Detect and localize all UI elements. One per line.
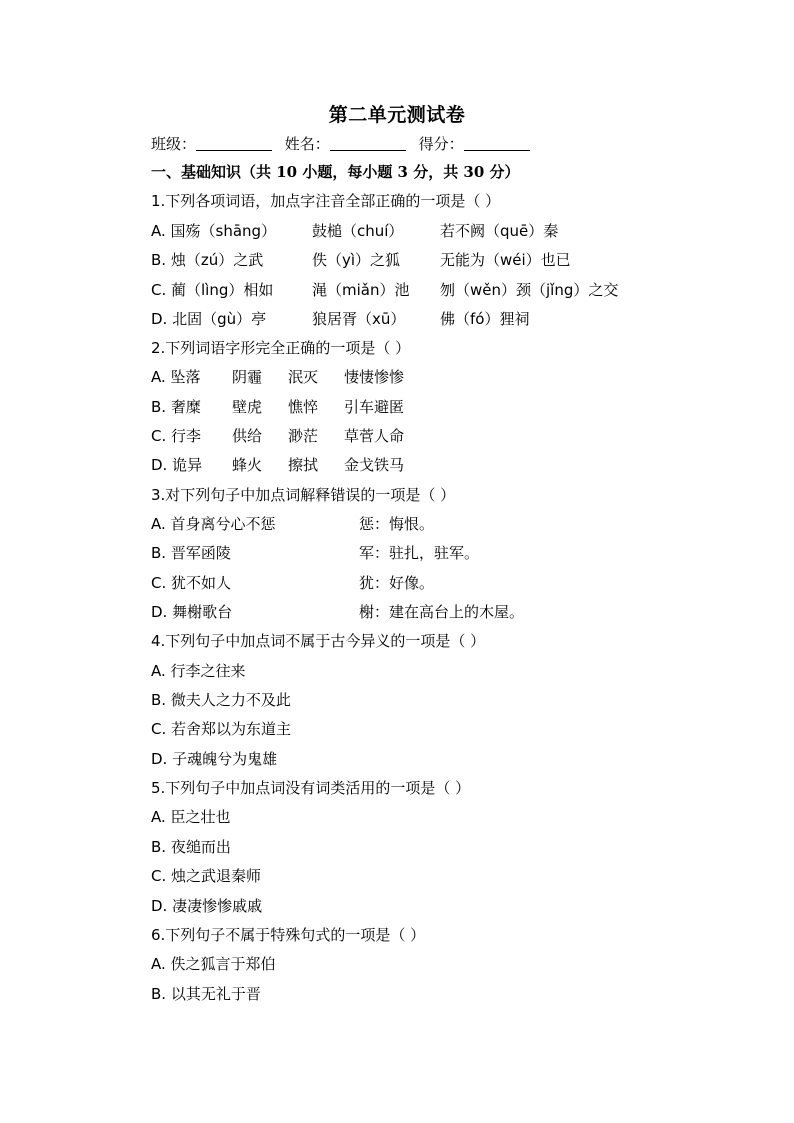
q5-option-a: A. 臣之壮也 xyxy=(151,808,231,826)
q1-option-c-word2: 渑（miǎn）池 xyxy=(312,281,410,299)
question-1-stem: 1.下列各项词语，加点字注音全部正确的一项是（ ） xyxy=(151,192,501,210)
q3-option-d-explanation: 榭：建在高台上的木屋。 xyxy=(359,603,525,621)
q2-option-c-word2: 供给 xyxy=(232,427,263,445)
q3-option-c-explanation: 犹：好像。 xyxy=(359,574,435,592)
q2-option-c-word4: 草菅人命 xyxy=(344,427,405,445)
page-title: 第二单元测试卷 xyxy=(328,104,466,126)
q2-option-b-word2: 壁虎 xyxy=(232,398,263,416)
section-heading: 一、基础知识（共 10 小题，每小题 3 分，共 30 分） xyxy=(151,163,520,181)
q4-option-d: D. 子魂魄兮为鬼雄 xyxy=(151,750,278,768)
q3-option-b-explanation: 军：驻扎，驻军。 xyxy=(359,544,480,562)
q4-option-c: C. 若舍郑以为东道主 xyxy=(151,720,292,738)
q1-option-c: C. 蔺（lìng）相如 xyxy=(151,281,274,299)
q6-option-b: B. 以其无礼于晋 xyxy=(151,985,261,1003)
q2-option-d: D. 诡异 xyxy=(151,456,203,474)
score-label: 得分： xyxy=(418,135,464,153)
q2-option-b-word4: 引车避匿 xyxy=(344,398,405,416)
q6-option-a: A. 佚之狐言于郑伯 xyxy=(151,955,276,973)
q1-option-a-word3: 若不阙（quē）秦 xyxy=(440,222,559,240)
student-info-row xyxy=(151,133,538,155)
q2-option-b: B. 奢糜 xyxy=(151,398,201,416)
q1-option-d: D. 北固（gù）亭 xyxy=(151,310,267,328)
q2-option-c: C. 行李 xyxy=(151,427,202,445)
q2-option-a: A. 坠落 xyxy=(151,368,201,386)
q1-option-d-word3: 佛（fó）狸祠 xyxy=(440,310,530,328)
q2-option-d-word4: 金戈铁马 xyxy=(344,456,405,474)
q2-option-a-word4: 悽悽惨惨 xyxy=(344,368,405,386)
q5-option-d: D. 凄凄惨惨戚戚 xyxy=(151,897,263,915)
q1-option-c-word3: 刎（wěn）颈（jǐng）之交 xyxy=(440,281,619,299)
name-label: 姓名： xyxy=(284,135,330,153)
class-blank[interactable] xyxy=(196,134,272,151)
q3-option-c: C. 犹不如人 xyxy=(151,574,232,592)
q1-option-d-word2: 狼居胥（xū） xyxy=(312,310,406,328)
question-3-stem: 3.对下列句子中加点词解释错误的一项是（ ） xyxy=(151,486,456,504)
q2-option-c-word3: 渺茫 xyxy=(288,427,319,445)
q5-option-c: C. 烛之武退秦师 xyxy=(151,867,262,885)
question-5-stem: 5.下列句子中加点词没有词类活用的一项是（ ） xyxy=(151,779,471,797)
question-2-stem: 2.下列词语字形完全正确的一项是（ ） xyxy=(151,339,411,357)
score-blank[interactable] xyxy=(464,134,530,151)
q2-option-b-word3: 憔悴 xyxy=(288,398,319,416)
q1-option-b-word3: 无能为（wéi）也已 xyxy=(440,251,571,269)
q4-option-a: A. 行李之往来 xyxy=(151,662,246,680)
q2-option-a-word2: 阴霾 xyxy=(232,368,263,386)
q3-option-a: A. 首身离兮心不惩 xyxy=(151,515,276,533)
q3-option-d: D. 舞榭歌台 xyxy=(151,603,233,621)
q1-option-a-word2: 鼓槌（chuí） xyxy=(312,222,404,240)
question-6-stem: 6.下列句子不属于特殊句式的一项是（ ） xyxy=(151,926,426,944)
name-blank[interactable] xyxy=(330,134,406,151)
class-label: 班级： xyxy=(151,135,197,153)
q2-option-d-word3: 擦拭 xyxy=(288,456,319,474)
q1-option-b-word2: 佚（yì）之狐 xyxy=(312,251,401,269)
question-4-stem: 4.下列句子中加点词不属于古今异义的一项是（ ） xyxy=(151,632,486,650)
q1-option-b: B. 烛（zú）之武 xyxy=(151,251,264,269)
q3-option-b: B. 晋军函陵 xyxy=(151,544,231,562)
q3-option-a-explanation: 惩：悔恨。 xyxy=(359,515,435,533)
q4-option-b: B. 微夫人之力不及此 xyxy=(151,691,291,709)
q1-option-a: A. 国殇（shāng） xyxy=(151,222,277,240)
q2-option-a-word3: 泯灭 xyxy=(288,368,319,386)
q2-option-d-word2: 蜂火 xyxy=(232,456,263,474)
q5-option-b: B. 夜缒而出 xyxy=(151,838,231,856)
